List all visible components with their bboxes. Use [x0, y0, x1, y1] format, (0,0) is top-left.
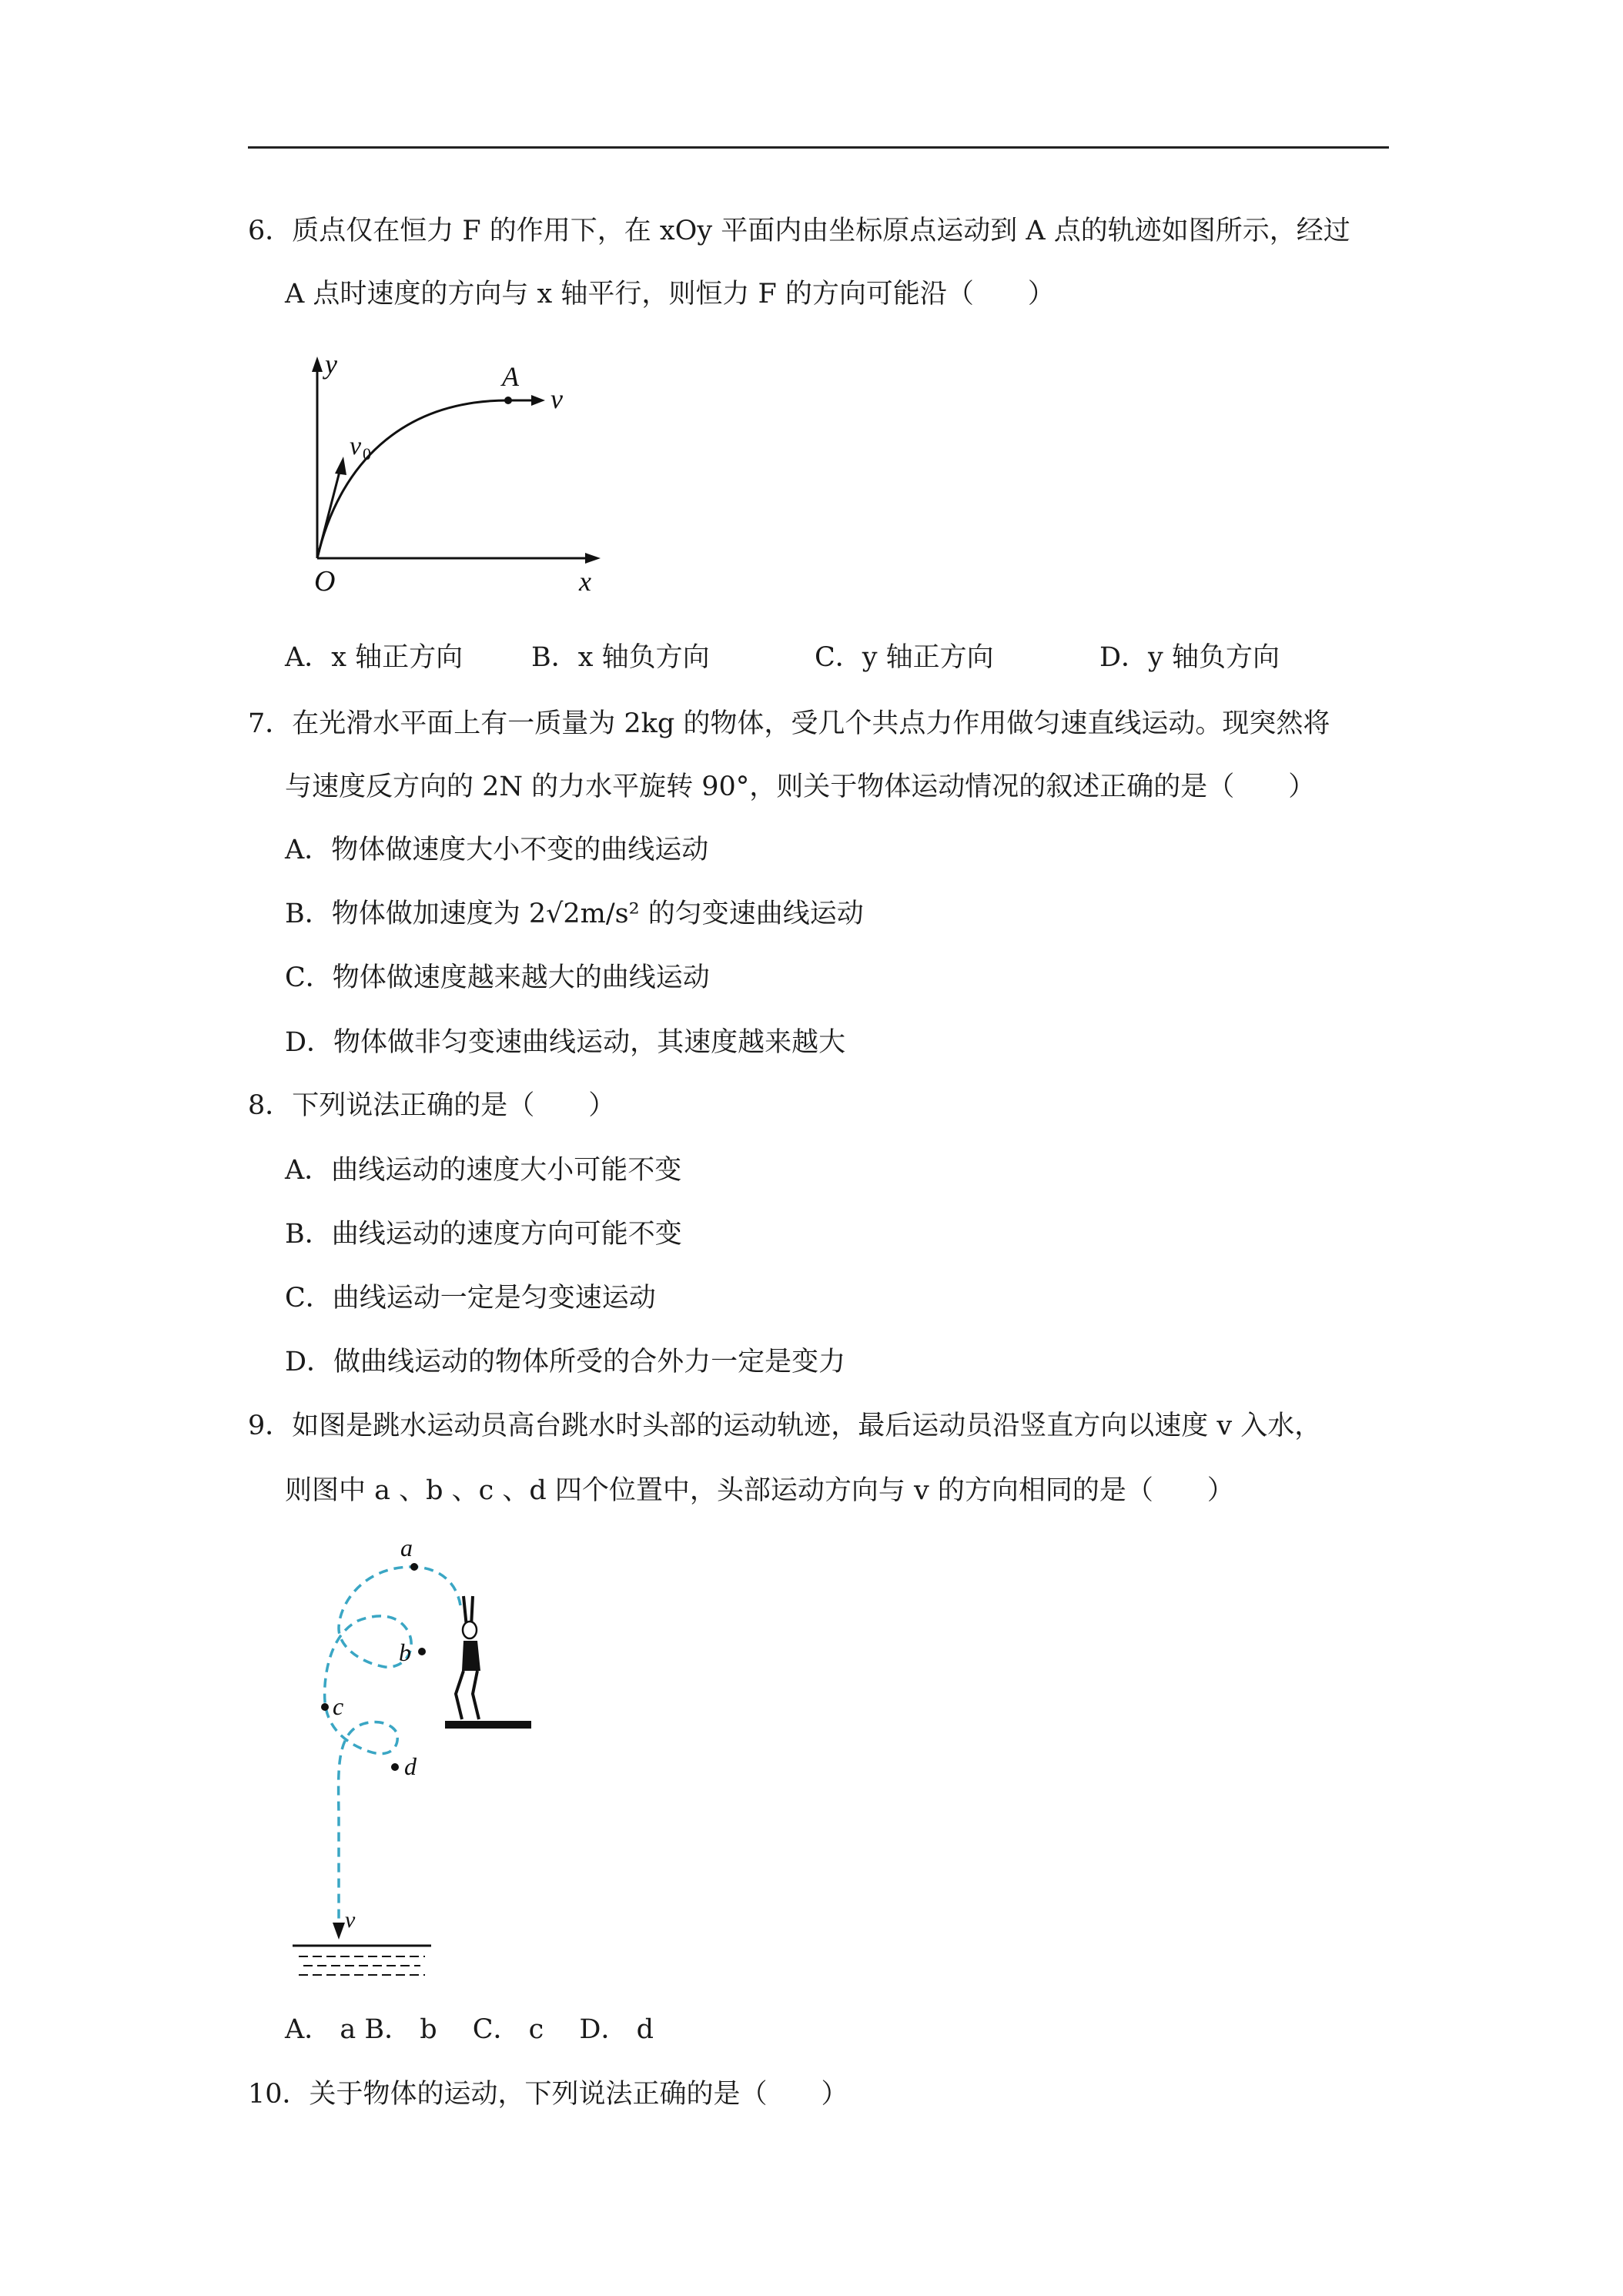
trajectory-curve: [317, 400, 508, 558]
water-surface: [293, 1946, 431, 1975]
v-label: v: [550, 383, 563, 414]
point-c-dot: [321, 1703, 329, 1711]
q8-option-a[interactable]: A．曲线运动的速度大小可能不变: [285, 1155, 682, 1186]
v0-arrow-icon: [335, 457, 346, 475]
q7-option-b[interactable]: B．物体做加速度为 2√2m/s² 的匀变速曲线运动: [285, 899, 864, 929]
origin-label: O: [314, 565, 336, 597]
point-d-dot: [391, 1763, 399, 1771]
label-b: b: [399, 1638, 411, 1666]
v0-label: v: [350, 432, 362, 460]
q8-option-c[interactable]: C．曲线运动一定是匀变速运动: [285, 1283, 656, 1314]
q9-stem-line2: 则图中 a 、b 、c 、d 四个位置中，头部运动方向与 v 的方向相同的是（ ）: [285, 1475, 1234, 1506]
y-axis-label: y: [325, 350, 337, 380]
point-a-dot: [410, 1563, 418, 1571]
q8-option-d[interactable]: D．做曲线运动的物体所受的合外力一定是变力: [285, 1347, 846, 1377]
q6-trajectory-figure: [285, 350, 616, 604]
entry-arrow-icon: [333, 1923, 345, 1940]
q7-option-a[interactable]: A．物体做速度大小不变的曲线运动: [285, 835, 709, 865]
q6-stem-line1: 6．质点仅在恒力 F 的作用下，在 xOy 平面内由坐标原点运动到 A 点的轨迹如图所示，经过: [248, 216, 1350, 246]
v0-vector: [317, 466, 341, 558]
q9-stem-line1: 9．如图是跳水运动员高台跳水时头部的运动轨迹，最后运动员沿竖直方向以速度 v 入水，: [248, 1411, 1322, 1441]
q8-option-b[interactable]: B．曲线运动的速度方向可能不变: [285, 1219, 682, 1250]
q6-option-a[interactable]: A．x 轴正方向: [285, 642, 463, 673]
label-a: a: [400, 1536, 413, 1561]
q6-stem-line2: A 点时速度的方向与 x 轴平行，则恒力 F 的方向可能沿（ ）: [285, 279, 1055, 310]
y-axis-arrow-icon: [312, 356, 323, 372]
v0-subscript: 0: [363, 444, 371, 464]
q6-option-d[interactable]: D．y 轴负方向: [1099, 642, 1280, 673]
q6-option-b[interactable]: B．x 轴负方向: [531, 642, 710, 673]
x-axis-arrow-icon: [585, 553, 601, 564]
q9-options[interactable]: A． a B． b C． c D． d: [285, 2014, 654, 2045]
header-rule: [248, 146, 1389, 149]
q9-diver-figure: [285, 1536, 547, 1983]
q8-stem: 8．下列说法正确的是（ ）: [248, 1090, 616, 1121]
q6-option-c[interactable]: C．y 轴正方向: [815, 642, 994, 673]
label-v: v: [345, 1907, 356, 1933]
diving-platform: [445, 1721, 531, 1729]
diver-icon: [456, 1596, 480, 1719]
q10-stem: 10．关于物体的运动，下列说法正确的是（ ）: [248, 2079, 848, 2110]
v-arrow-icon: [531, 395, 545, 406]
label-d: d: [404, 1752, 417, 1780]
x-axis-label: x: [579, 566, 591, 597]
q7-stem-line1: 7．在光滑水平面上有一质量为 2kg 的物体，受几个共点力作用做匀速直线运动。现突然将: [248, 708, 1330, 739]
q7-stem-line2: 与速度反方向的 2N 的力水平旋转 90°，则关于物体运动情况的叙述正确的是（ ）: [285, 771, 1316, 802]
q7-option-d[interactable]: D．物体做非匀变速曲线运动，其速度越来越大: [285, 1027, 846, 1058]
point-b-dot: [418, 1648, 426, 1655]
point-a-label: A: [502, 361, 519, 392]
label-c: c: [333, 1692, 344, 1720]
head-trajectory: [325, 1567, 460, 1921]
q7-option-c[interactable]: C．物体做速度越来越大的曲线运动: [285, 962, 710, 993]
